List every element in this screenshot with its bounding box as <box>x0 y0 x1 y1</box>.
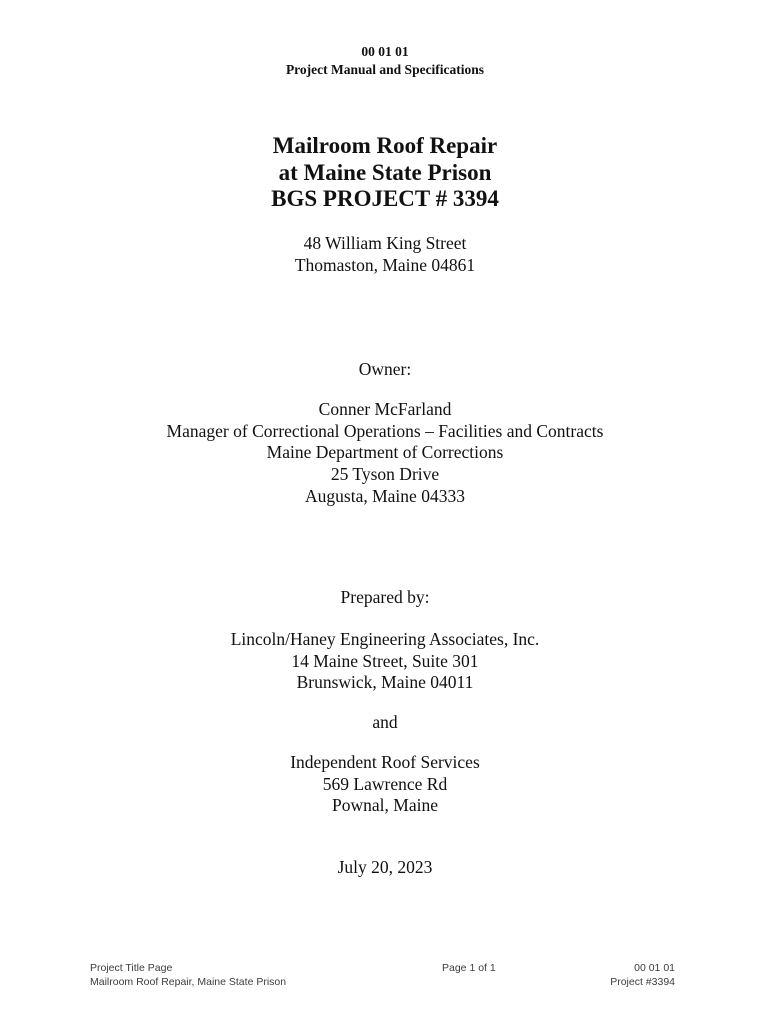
spec-header <box>0 43 770 79</box>
footer-project-name: Mailroom Roof Repair, Maine State Prison <box>90 976 287 988</box>
spec-section-number: 00 01 01 <box>361 44 409 59</box>
prepared-by-firm-1 <box>0 629 770 694</box>
owner-city: Augusta, Maine 04333 <box>305 485 465 506</box>
project-title-line-3: BGS PROJECT # 3394 <box>271 186 499 211</box>
footer-page-number: Page 1 of 1 <box>442 962 496 974</box>
owner-name: Conner McFarland <box>318 399 452 419</box>
site-address-street: 48 William King Street <box>303 233 467 253</box>
owner-info <box>0 399 770 508</box>
project-title <box>0 133 770 213</box>
owner-street: 25 Tyson Drive <box>330 464 440 485</box>
prepared-by-conjunction: and <box>372 712 398 732</box>
firm2-city: Pownal, Maine <box>332 795 438 816</box>
prepared-by-firm-2 <box>0 752 770 817</box>
firm1-city: Brunswick, Maine 04011 <box>296 672 474 693</box>
prepared-by-label: Prepared by: <box>340 587 430 607</box>
owner-title: Manager of Correctional Operations – Facilities and Contracts <box>166 420 604 441</box>
footer-project-number: Project #3394 <box>610 976 675 988</box>
footer-section-number: 00 01 01 <box>634 962 675 974</box>
footer-left <box>90 961 286 989</box>
firm1-name: Lincoln/Haney Engineering Associates, Inc. <box>230 629 540 649</box>
site-address-city: Thomaston, Maine 04861 <box>294 255 476 275</box>
firm1-street: 14 Maine Street, Suite 301 <box>291 650 479 671</box>
document-date: July 20, 2023 <box>337 857 433 877</box>
firm2-name: Independent Roof Services <box>290 752 480 772</box>
owner-organization: Maine Department of Corrections <box>266 442 504 463</box>
footer-doc-title: Project Title Page <box>90 962 173 974</box>
project-title-line-1: Mailroom Roof Repair <box>272 133 498 158</box>
site-address <box>0 232 770 276</box>
project-title-line-2: at Maine State Prison <box>278 159 492 185</box>
footer-right <box>610 961 675 989</box>
spec-manual-title: Project Manual and Specifications <box>285 62 485 77</box>
owner-label: Owner: <box>358 359 412 379</box>
firm2-street: 569 Lawrence Rd <box>322 773 448 794</box>
